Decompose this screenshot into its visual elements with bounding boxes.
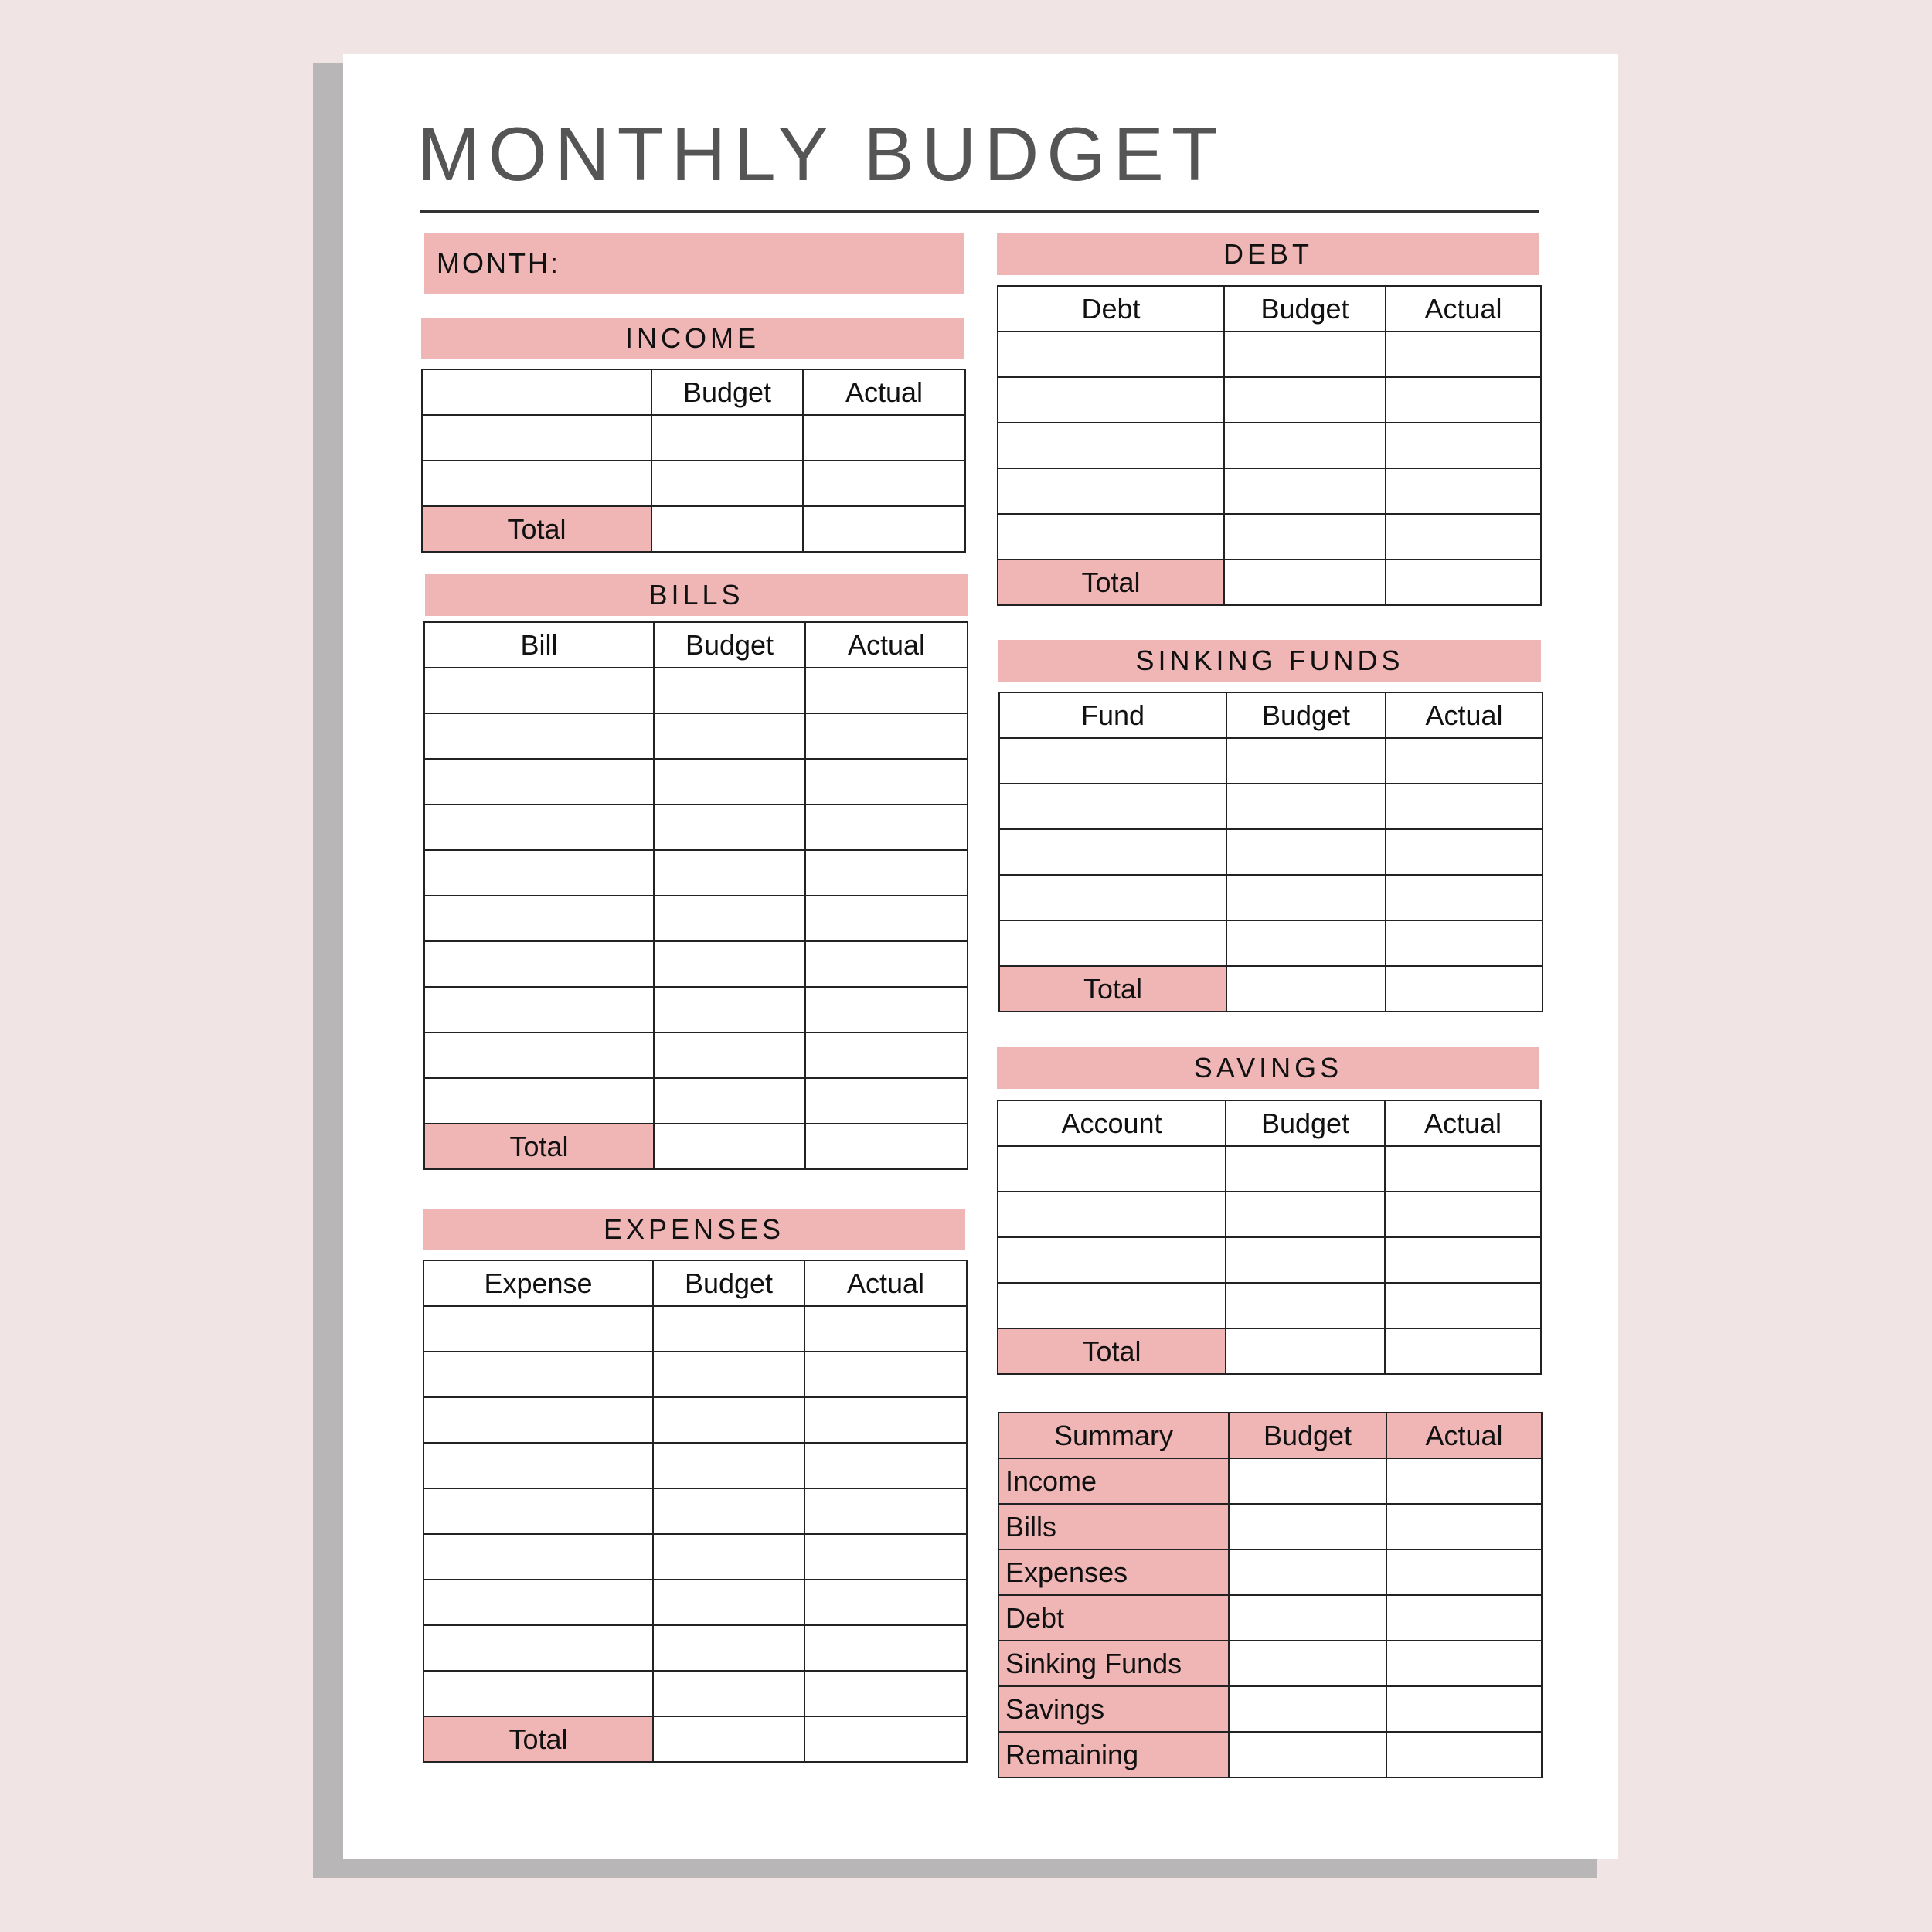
table-cell[interactable]	[1226, 829, 1386, 875]
table-cell[interactable]	[1229, 1641, 1386, 1686]
total-label: Total	[424, 1124, 654, 1169]
table-cell[interactable]	[424, 1078, 654, 1124]
table-cell[interactable]	[805, 850, 968, 896]
table-cell[interactable]	[804, 1671, 967, 1716]
sinking-funds-header: SINKING FUNDS	[998, 640, 1541, 682]
table-row	[424, 896, 968, 941]
table-cell[interactable]	[653, 1625, 804, 1671]
table-cell[interactable]	[651, 461, 803, 506]
table-cell[interactable]	[1385, 1328, 1541, 1374]
table-row	[424, 1032, 968, 1078]
column-header: Budget	[651, 369, 803, 415]
column-header: Budget	[1224, 286, 1386, 332]
table-cell[interactable]	[1386, 920, 1543, 966]
table-cell[interactable]	[805, 713, 968, 759]
table-row	[998, 468, 1541, 514]
table-cell[interactable]	[1386, 332, 1541, 377]
table-cell[interactable]	[803, 461, 965, 506]
table-cell[interactable]	[1229, 1732, 1386, 1777]
table-cell[interactable]	[654, 850, 805, 896]
table-cell[interactable]	[1224, 468, 1386, 514]
table-cell[interactable]	[1386, 1732, 1542, 1777]
sinking-funds-table	[998, 692, 1543, 1012]
table-cell[interactable]	[653, 1671, 804, 1716]
debt-table	[997, 285, 1542, 606]
table-cell[interactable]	[1229, 1504, 1386, 1549]
summary-row-label: Sinking Funds	[998, 1641, 1229, 1686]
title-divider	[420, 210, 1539, 213]
table-cell[interactable]	[1386, 1641, 1542, 1686]
table-cell[interactable]	[1386, 377, 1541, 423]
table-cell[interactable]	[805, 1124, 968, 1169]
table-cell[interactable]	[804, 1352, 967, 1397]
column-header: Actual	[805, 622, 968, 668]
table-cell[interactable]	[423, 1534, 653, 1580]
table-cell[interactable]	[1386, 966, 1543, 1012]
table-cell[interactable]	[804, 1716, 967, 1762]
table-cell[interactable]	[1386, 875, 1543, 920]
table-cell[interactable]	[654, 987, 805, 1032]
table-cell[interactable]	[1386, 423, 1541, 468]
table-cell[interactable]	[1386, 514, 1541, 560]
table-cell[interactable]	[654, 759, 805, 804]
table-cell[interactable]	[1224, 514, 1386, 560]
table-row	[998, 1283, 1541, 1328]
table-cell[interactable]	[651, 415, 803, 461]
table-cell[interactable]	[805, 987, 968, 1032]
total-row	[422, 506, 965, 552]
column-header: Actual	[803, 369, 965, 415]
table-cell[interactable]	[999, 920, 1226, 966]
summary-row-remaining	[998, 1732, 1542, 1777]
table-cell[interactable]	[1386, 1504, 1542, 1549]
table-cell[interactable]	[1229, 1686, 1386, 1732]
table-cell[interactable]	[1386, 1595, 1542, 1641]
income-table	[421, 369, 966, 553]
table-cell[interactable]	[1226, 1237, 1385, 1283]
total-label: Total	[998, 1328, 1226, 1374]
column-header: Fund	[999, 692, 1226, 738]
table-cell[interactable]	[1226, 784, 1386, 829]
table-cell[interactable]	[1226, 1146, 1385, 1192]
table-cell[interactable]	[423, 1397, 653, 1443]
total-row	[424, 1124, 968, 1169]
table-cell[interactable]	[654, 804, 805, 850]
total-label: Total	[423, 1716, 653, 1762]
income-header: INCOME	[421, 318, 964, 359]
table-cell[interactable]	[1226, 1192, 1385, 1237]
table-cell[interactable]	[998, 514, 1224, 560]
table-cell[interactable]	[1224, 423, 1386, 468]
table-cell[interactable]	[424, 1032, 654, 1078]
table-cell[interactable]	[654, 1124, 805, 1169]
table-row	[999, 738, 1543, 784]
table-cell[interactable]	[653, 1443, 804, 1488]
table-cell[interactable]	[424, 896, 654, 941]
table-row	[424, 759, 968, 804]
table-row	[423, 1625, 967, 1671]
table-cell[interactable]	[998, 423, 1224, 468]
table-cell[interactable]	[1385, 1146, 1541, 1192]
column-header: Actual	[1386, 286, 1541, 332]
table-row	[998, 1237, 1541, 1283]
table-row	[999, 875, 1543, 920]
bills-table	[423, 621, 968, 1170]
table-cell[interactable]	[1226, 966, 1386, 1012]
table-cell[interactable]	[653, 1397, 804, 1443]
expenses-header: EXPENSES	[423, 1209, 965, 1250]
table-row	[423, 1443, 967, 1488]
table-cell[interactable]	[804, 1534, 967, 1580]
table-cell[interactable]	[423, 1352, 653, 1397]
table-cell[interactable]	[998, 377, 1224, 423]
summary-row-bills	[998, 1504, 1542, 1549]
table-cell[interactable]	[654, 713, 805, 759]
table-cell[interactable]	[1386, 560, 1541, 605]
table-row	[998, 514, 1541, 560]
table-cell[interactable]	[804, 1580, 967, 1625]
total-row	[999, 966, 1543, 1012]
summary-row-label: Bills	[998, 1504, 1229, 1549]
bills-header: BILLS	[425, 574, 968, 616]
table-cell[interactable]	[653, 1306, 804, 1352]
table-row	[423, 1352, 967, 1397]
table-cell[interactable]	[1224, 332, 1386, 377]
column-header: Budget	[653, 1260, 804, 1306]
table-cell[interactable]	[1229, 1595, 1386, 1641]
table-cell[interactable]	[653, 1352, 804, 1397]
table-row	[998, 377, 1541, 423]
table-cell[interactable]	[651, 506, 803, 552]
table-cell[interactable]	[1386, 784, 1543, 829]
debt-header: DEBT	[997, 233, 1539, 275]
table-row	[998, 332, 1541, 377]
table-cell[interactable]	[998, 1237, 1226, 1283]
table-cell[interactable]	[1226, 920, 1386, 966]
table-cell[interactable]	[1386, 829, 1543, 875]
table-row	[424, 987, 968, 1032]
table-cell[interactable]	[654, 1078, 805, 1124]
summary-row-expenses	[998, 1549, 1542, 1595]
table-cell[interactable]	[653, 1534, 804, 1580]
summary-row-income	[998, 1458, 1542, 1504]
column-header: Actual	[1385, 1100, 1541, 1146]
summary-row-label: Expenses	[998, 1549, 1229, 1595]
table-row	[998, 1192, 1541, 1237]
table-cell[interactable]	[424, 804, 654, 850]
table-cell[interactable]	[654, 668, 805, 713]
summary-row-label: Income	[998, 1458, 1229, 1504]
table-cell[interactable]	[423, 1443, 653, 1488]
table-cell[interactable]	[654, 896, 805, 941]
table-row	[998, 423, 1541, 468]
table-cell[interactable]	[1226, 738, 1386, 784]
table-cell[interactable]	[424, 987, 654, 1032]
table-cell[interactable]	[654, 1032, 805, 1078]
summary-row-savings	[998, 1686, 1542, 1732]
table-row	[999, 920, 1543, 966]
table-header-row	[998, 286, 1541, 332]
table-cell[interactable]	[803, 506, 965, 552]
table-cell[interactable]	[1386, 738, 1543, 784]
table-cell[interactable]	[653, 1716, 804, 1762]
total-row	[998, 1328, 1541, 1374]
table-header-row	[999, 692, 1543, 738]
table-cell[interactable]	[805, 1032, 968, 1078]
table-row	[998, 1146, 1541, 1192]
table-cell[interactable]	[805, 941, 968, 987]
table-cell[interactable]	[998, 1146, 1226, 1192]
table-cell[interactable]	[1229, 1549, 1386, 1595]
table-cell[interactable]	[424, 850, 654, 896]
column-header: Account	[998, 1100, 1226, 1146]
column-header: Summary	[998, 1413, 1229, 1458]
table-row	[424, 668, 968, 713]
table-row	[999, 829, 1543, 875]
table-cell[interactable]	[998, 332, 1224, 377]
column-header: Budget	[654, 622, 805, 668]
table-row	[424, 804, 968, 850]
column-header: Budget	[1226, 1100, 1385, 1146]
table-cell[interactable]	[804, 1306, 967, 1352]
table-cell[interactable]	[423, 1580, 653, 1625]
column-header: Expense	[423, 1260, 653, 1306]
table-cell[interactable]	[1385, 1237, 1541, 1283]
summary-row-label: Savings	[998, 1686, 1229, 1732]
table-row	[423, 1671, 967, 1716]
column-header: Budget	[1226, 692, 1386, 738]
table-cell[interactable]	[999, 875, 1226, 920]
table-cell[interactable]	[805, 1078, 968, 1124]
table-cell[interactable]	[999, 784, 1226, 829]
summary-table	[998, 1412, 1543, 1778]
table-header-row	[424, 622, 968, 668]
summary-row-label: Debt	[998, 1595, 1229, 1641]
table-cell[interactable]	[1226, 1283, 1385, 1328]
table-cell[interactable]	[804, 1488, 967, 1534]
table-cell[interactable]	[1386, 1458, 1542, 1504]
table-header-row	[998, 1100, 1541, 1146]
summary-row-debt	[998, 1595, 1542, 1641]
summary-row-label: Remaining	[998, 1732, 1229, 1777]
table-cell[interactable]	[1224, 560, 1386, 605]
total-label: Total	[998, 560, 1224, 605]
column-header: Debt	[998, 286, 1224, 332]
savings-table	[997, 1100, 1542, 1375]
column-header: Bill	[424, 622, 654, 668]
table-cell[interactable]	[1224, 377, 1386, 423]
column-header: Budget	[1229, 1413, 1386, 1458]
table-cell[interactable]	[1226, 875, 1386, 920]
table-cell[interactable]	[805, 668, 968, 713]
table-row	[422, 415, 965, 461]
table-row	[424, 941, 968, 987]
total-label: Total	[999, 966, 1226, 1012]
table-cell[interactable]	[423, 1625, 653, 1671]
table-row	[424, 850, 968, 896]
table-header-row	[998, 1413, 1542, 1458]
column-header: Actual	[1386, 692, 1543, 738]
table-cell[interactable]	[998, 468, 1224, 514]
table-cell[interactable]	[998, 1192, 1226, 1237]
table-header-row	[423, 1260, 967, 1306]
table-row	[423, 1488, 967, 1534]
table-cell[interactable]	[805, 896, 968, 941]
table-row	[424, 713, 968, 759]
table-cell[interactable]	[422, 461, 651, 506]
table-cell[interactable]	[805, 759, 968, 804]
table-cell[interactable]	[999, 829, 1226, 875]
table-cell[interactable]	[423, 1488, 653, 1534]
table-cell[interactable]	[1386, 1686, 1542, 1732]
table-cell[interactable]	[424, 713, 654, 759]
savings-header: SAVINGS	[997, 1047, 1539, 1089]
table-cell[interactable]	[653, 1580, 804, 1625]
table-cell[interactable]	[1385, 1192, 1541, 1237]
table-cell[interactable]	[998, 1283, 1226, 1328]
table-cell[interactable]	[422, 415, 651, 461]
total-label: Total	[422, 506, 651, 552]
total-row	[998, 560, 1541, 605]
table-cell[interactable]	[424, 759, 654, 804]
table-row	[423, 1534, 967, 1580]
table-cell[interactable]	[804, 1443, 967, 1488]
table-row	[423, 1306, 967, 1352]
table-cell[interactable]	[805, 804, 968, 850]
table-cell[interactable]	[803, 415, 965, 461]
expenses-table	[423, 1260, 968, 1763]
table-row	[999, 784, 1543, 829]
total-row	[423, 1716, 967, 1762]
table-cell[interactable]	[1385, 1283, 1541, 1328]
month-label: MONTH:	[437, 247, 560, 279]
table-row	[422, 461, 965, 506]
table-row	[423, 1397, 967, 1443]
table-cell[interactable]	[654, 941, 805, 987]
table-cell[interactable]	[1229, 1458, 1386, 1504]
table-cell[interactable]	[423, 1306, 653, 1352]
table-cell[interactable]	[423, 1671, 653, 1716]
column-header	[422, 369, 651, 415]
page-title: MONTHLY BUDGET	[417, 111, 1226, 196]
table-cell[interactable]	[1386, 1549, 1542, 1595]
column-header: Actual	[804, 1260, 967, 1306]
table-cell[interactable]	[424, 941, 654, 987]
summary-row-sinking-funds	[998, 1641, 1542, 1686]
table-cell[interactable]	[1226, 1328, 1385, 1374]
column-header: Actual	[1386, 1413, 1542, 1458]
table-cell[interactable]	[804, 1397, 967, 1443]
table-row	[424, 1078, 968, 1124]
table-header-row	[422, 369, 965, 415]
table-row	[423, 1580, 967, 1625]
table-cell[interactable]	[804, 1625, 967, 1671]
month-field[interactable]	[424, 233, 964, 294]
table-cell[interactable]	[653, 1488, 804, 1534]
table-cell[interactable]	[424, 668, 654, 713]
table-cell[interactable]	[999, 738, 1226, 784]
table-cell[interactable]	[1386, 468, 1541, 514]
